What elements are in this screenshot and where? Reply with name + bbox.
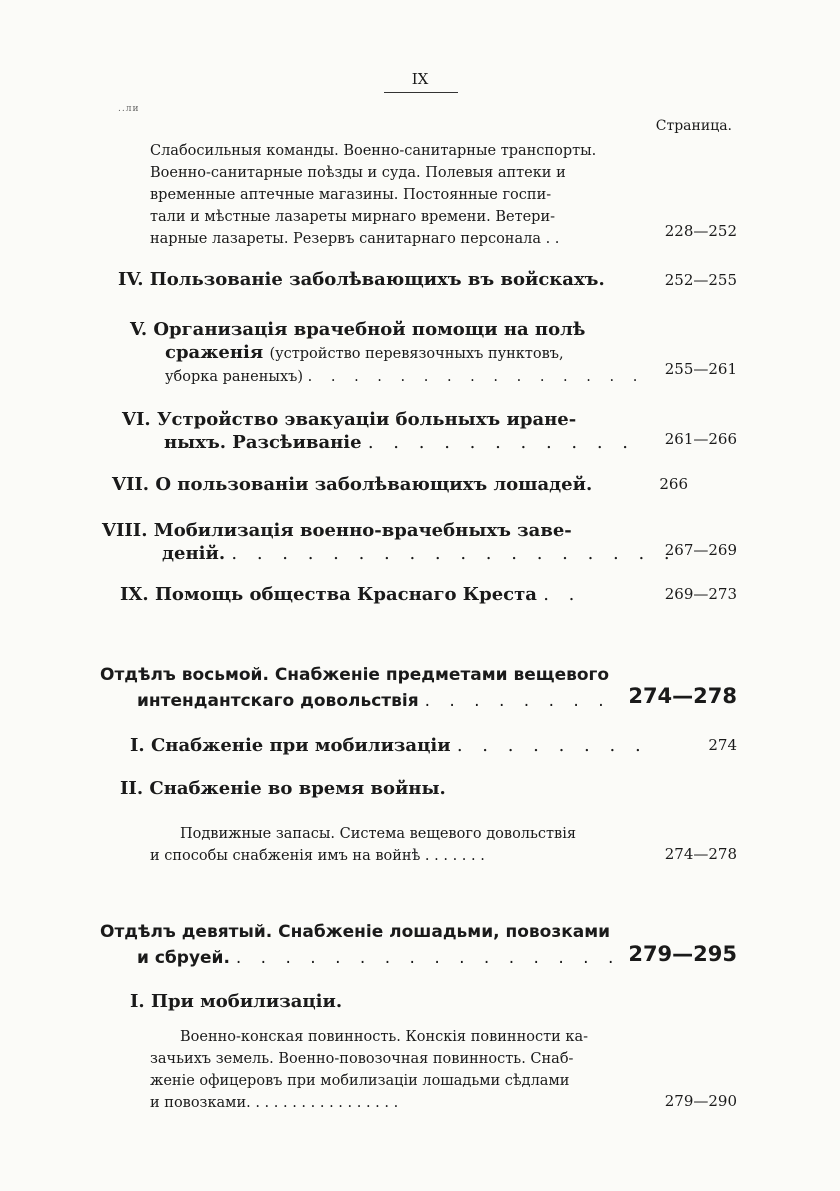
part-title: Отдѣлъ девятый. Снабженіе лошадьми, повозками	[100, 922, 611, 942]
part-eight-entry-i	[130, 734, 648, 757]
text-line: Слабосильныя команды. Военно-санитарные транспорты.	[150, 143, 597, 159]
entry-title-cont: сраженія	[165, 342, 264, 363]
intro-pages: 228—252	[664, 222, 737, 240]
entry-numeral: VII.	[112, 474, 150, 495]
leader-dots: . . . . . . . .	[456, 735, 648, 756]
text-line: Подвижные запасы. Система вещевого довольствія	[180, 826, 577, 842]
part-eight-entry-i-pages: 274	[708, 736, 737, 754]
entry-viii	[102, 519, 677, 565]
leader-dots: . . . . . . . . . . . . . . .	[307, 369, 645, 385]
leader-dots: . . . . . . . . . . . . . . . .	[235, 948, 621, 968]
entry-title: Снабженіе при мобилизаціи	[150, 735, 451, 756]
part-nine-detail	[150, 1026, 620, 1114]
entry-vi	[122, 408, 636, 454]
entry-vi-pages: 261—266	[664, 430, 737, 448]
page-column-title: Страница.	[655, 118, 732, 134]
entry-numeral: IV.	[118, 269, 144, 290]
part-title-cont: интендантскаго довольствія	[137, 691, 419, 711]
entry-iv	[118, 268, 638, 291]
entry-title: Устройство эвакуаціи больныхъ иране-	[156, 409, 577, 430]
leader-dots: . . . . . . . . . . .	[367, 432, 636, 453]
part-eight-detail-pages: 274—278	[664, 845, 737, 863]
entry-ix	[120, 583, 640, 606]
leader-dots: . .	[543, 584, 582, 605]
entry-title: О пользованіи заболѣвающихъ лошадей.	[155, 474, 593, 495]
page-number: IX	[411, 70, 429, 88]
text-line: зачьихъ земель. Военно-повозочная повинность. Снаб-	[150, 1051, 574, 1067]
entry-numeral: VIII.	[102, 520, 148, 541]
entry-title-cont: ныхъ. Разсѣиваніе	[164, 432, 362, 453]
corner-speck: ..ли	[118, 104, 140, 114]
entry-vii	[112, 473, 632, 496]
entry-title: Пользованіе заболѣвающихъ въ войскахъ.	[149, 269, 605, 290]
part-nine-detail-pages: 279—290	[664, 1092, 737, 1110]
part-eight-pages: 274—278	[628, 684, 737, 708]
part-title-cont: и сбруей.	[137, 948, 230, 968]
entry-numeral: VI.	[122, 409, 151, 430]
leader-dots: . . . . . . . . . . . . . . . . . .	[231, 543, 677, 564]
leader-dots: . . . . . . . .	[424, 691, 611, 711]
part-nine-entry-i	[130, 990, 630, 1013]
entry-title-cont: деній.	[162, 543, 226, 564]
entry-numeral: V.	[130, 319, 148, 340]
entry-viii-pages: 267—269	[664, 541, 737, 559]
text-line: временные аптечные магазины. Постоянные госпи-	[150, 187, 552, 203]
entry-iv-pages: 252—255	[664, 271, 737, 289]
header-rule	[384, 92, 458, 93]
entry-v	[130, 318, 645, 389]
text-line: женіе офицеровъ при мобилизаціи лошадьми сѣдлами	[150, 1073, 570, 1089]
text-line: и повозками. . . . . . . . . . . . . . . . .	[150, 1095, 399, 1111]
part-nine-heading	[100, 919, 620, 971]
entry-ix-pages: 269—273	[664, 585, 737, 603]
entry-numeral: I.	[130, 991, 145, 1012]
entry-numeral: IX.	[120, 584, 149, 605]
part-nine-pages: 279—295	[628, 942, 737, 966]
entry-vii-pages: 266	[659, 475, 688, 493]
part-eight-detail	[150, 823, 620, 867]
intro-paragraph	[150, 140, 620, 250]
entry-numeral: II.	[120, 778, 144, 799]
text-line: Военно-конская повинность. Конскія повинности ка-	[180, 1029, 588, 1045]
part-title: Отдѣлъ восьмой. Снабженіе предметами вещевого	[100, 665, 610, 685]
entry-title: Помощь общества Краснаго Креста	[154, 584, 537, 605]
text-line: тали и мѣстные лазареты мирнаго времени. Ветери-	[150, 209, 556, 225]
text-line: Военно-санитарные поѣзды и суда. Полевыя аптеки и	[150, 165, 566, 181]
entry-v-pages: 255—261	[664, 360, 737, 378]
text-line: и способы снабженія имъ на войнѣ . . . . . . .	[150, 848, 485, 864]
entry-title: Снабженіе во время войны.	[149, 778, 446, 799]
entry-title: При мобилизаціи.	[150, 991, 343, 1012]
entry-subtitle: уборка раненыхъ)	[165, 369, 304, 385]
entry-numeral: I.	[130, 735, 145, 756]
part-eight-entry-ii	[120, 777, 620, 800]
part-eight-heading	[100, 662, 620, 714]
entry-title: Организація врачебной помощи на полѣ	[153, 319, 586, 340]
entry-title: Мобилизація военно-врачебныхъ заве-	[153, 520, 572, 541]
entry-subtitle: (устройство перевязочныхъ пунктовъ,	[269, 346, 564, 362]
text-line: нарные лазареты. Резервъ санитарнаго персонала . .	[150, 231, 560, 247]
